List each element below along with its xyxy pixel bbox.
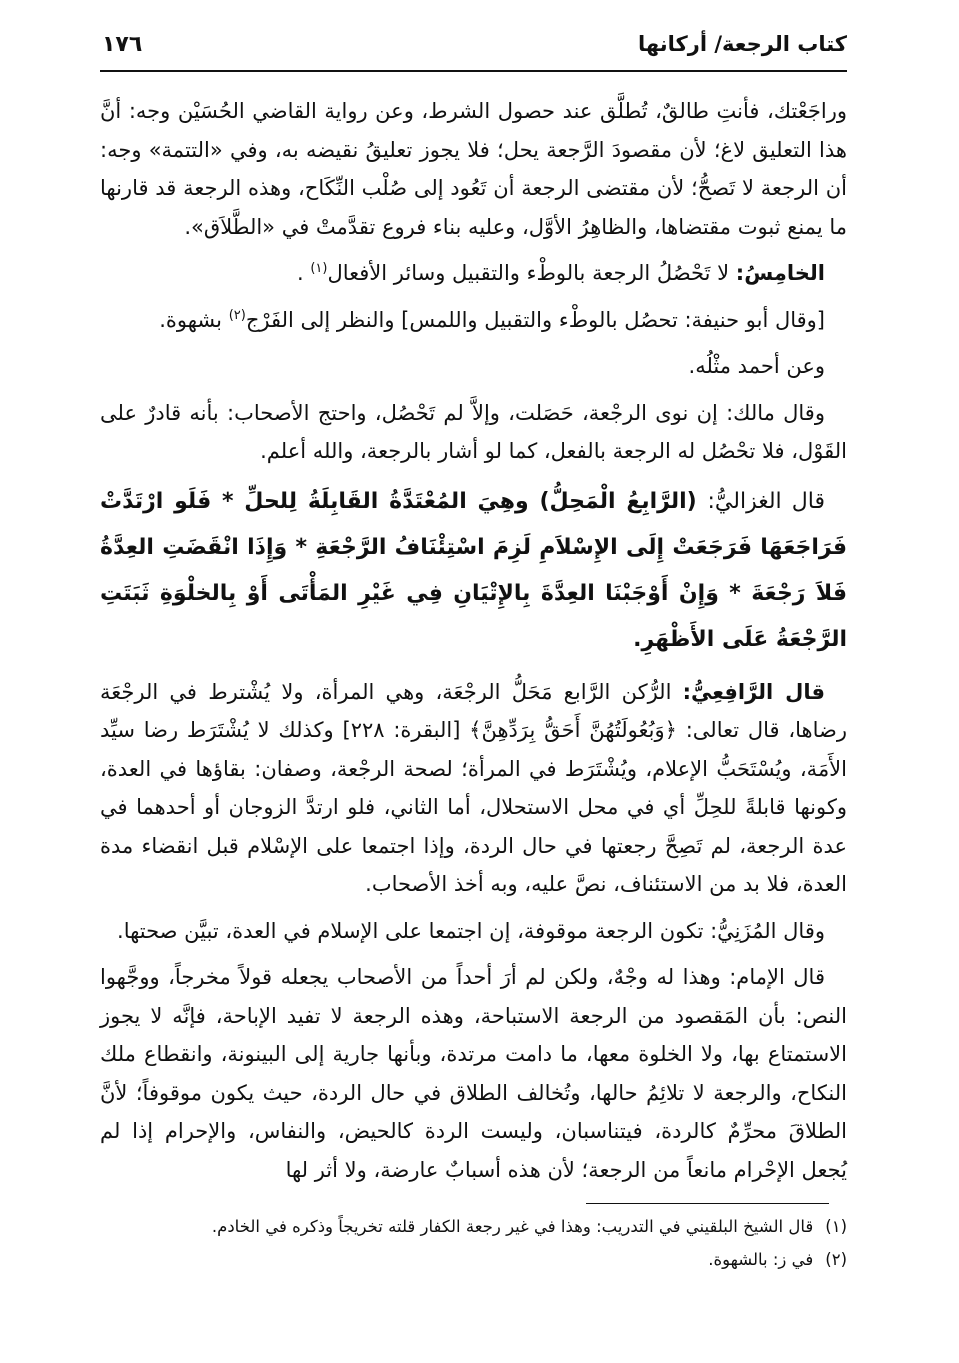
paragraph-abu-hanifa: [100, 301, 847, 340]
fifth-lead: الخامِسُ:: [735, 261, 825, 285]
footnote-divider: [586, 1203, 829, 1204]
footnote-2-number: (٢): [825, 1250, 847, 1269]
page-header: [100, 30, 847, 72]
footnote-1-number: (١): [825, 1217, 847, 1236]
hanifa-text: [وقال أبو حنيفة: تحصُل بالوطْء والتقبيل واللمس] والنظر إلى الفَرْج: [245, 307, 825, 332]
footnote-2-text: في ز: بالشهوة.: [708, 1250, 814, 1269]
footnote-1: [100, 1210, 847, 1243]
paragraph-imam: قال الإمام: وهذا له وجْهٌ، ولكن لم أرَ أحداً من الأصحاب يجعله قولاً مخرجاً، ووجَّهوا النص: بأن المَقصود من الرجعة الاستباحة، وهذه الرجعة لا تفيد الإباحة، فإنَّه لا يجوز الاستمتاع بها، ولا الخلوة معها، ما دامت مرتدة، وبأنها جارية إلى البينونة، وانقطاع ملك النكاح، والرجعة لا تلائِمُ حالها، وتُخالف الطلاق في حال الردة، حيث يكون موقوفاً؛ لأنَّ الطلاقَ محرِّمٌ كالردة، فيتناسبان، وليست الردة كالحيض، والنفاس، والإحرام إذا لم يُجعل الإحْرام مانعاً من الرجعة؛ لأن هذه أسبابٌ عارضة، ولا أثر لها: [100, 965, 847, 1182]
footnote-ref-1[interactable]: (١): [310, 261, 328, 276]
paragraph-malik: وقال مالك: إن نوى الرجْعة، حَصَلت، وإلاَّ لم تَحْصُل، واحتج الأصحاب: بأنه قادرٌ على القَوْل، فلا تحْصُل له الرجعة بالفعل، كما لو أشار بالرجعة، والله أعلم.: [100, 400, 847, 463]
running-title: كتاب الرجعة/ أركانها: [638, 32, 847, 56]
footnotes: [100, 1210, 847, 1276]
footnote-2: [100, 1243, 847, 1276]
rafii-text: الرُّكن الرَّابع مَحَلُّ الرجْعَة، وهي المرأة، ولا يُشْترط في الرجْعَة رضاها، قال تعالى: ﴿وَبُعُولَتُهُنَّ أَحَقُّ بِرَدِّهِنَّ﴾ [البقرة: ٢٢٨] وكذلك لا يُشْتَرَط رضا سيِّد الأَمَة، ويُسْتَحَبُّ الإعلام، ويُشْتَرَط في المرأة؛ لصحة الرجْعة، وصفان: بقاؤها في العدة، وكونها قابلةً للحِلِّ أي في محل الاستحلال، أما الثاني، فلو ارتدَّ الزوجان أو أحدهما في عدة الرجعة، لم تَصِحَّ رجعتها في حال الردة، وإذا اجتمعا على الإسْلام قبل انقضاء مدة العدة، فلا بد من الاستئناف، نصَّ عليه، وبه أخذ الأصحاب.: [100, 679, 847, 896]
hanifa-end: بشهوة.: [159, 307, 223, 332]
ghazali-text: (الرَّابِعُ الْمَحِلُّ) وهِيَ المُعْتَدَّةُ القَابِلَةُ لِلحلِّ * فَلَو ارْتَدَّتْ فَرَاجَعَهَا فَرَجَعَتْ إِلَى الإِسْلاَمِ لَزِمَ اسْتِئْنَافُ الرَّجْعَةِ * وَإِذَا انْقَضَتِ العِدَّةُ فَلاَ رَجْعَةَ * وَإِنْ أَوْجَبْنَا العِدَّةَ بِالإِتْيَانِ فِي غَيْرِ المَأْتَى أَوْ بِالخلْوَةِ ثَبَتَتِ الرَّجْعَةُ عَلَى الأَظْهَرِ.: [100, 488, 847, 652]
page-number: ١٧٦: [102, 32, 143, 57]
paragraph-ahmad: وعن أحمد مثْلُه.: [688, 354, 825, 378]
footnote-1-text: قال الشيخ البلقيني في التدريب: وهذا في غير رجعة الكفار قلته تخريجاً وذكره في الخادم.: [211, 1217, 814, 1236]
footnote-ref-2[interactable]: (٢): [228, 307, 246, 323]
rafii-lead: قال الرَّافِعِيُّ:: [682, 679, 825, 704]
paragraph-fifth: [100, 254, 847, 293]
ghazali-lead: قال الغزاليُّ:: [707, 488, 825, 514]
paragraph-ghazali: [100, 479, 847, 663]
main-text: [100, 92, 847, 1197]
fifth-text: لا تَحْصُلُ الرجعة بالوطْء والتقبيل وسائر الأفعال: [327, 261, 730, 285]
paragraph-rafii: [100, 673, 847, 904]
fifth-end: .: [296, 261, 304, 285]
paragraph-continuation: وراجَعْتك، فأنتِ طالقٌ، تُطلَّق عند حصول الشرط، وعن رواية القاضي الحُسَيْن وجه: أنَّ هذا التعليق لاغ؛ لأن مقصودَ الرَّجعة يحل؛ فلا يجوز تعليقُ نقيضه به، وفي «التتمة» وجه: أن الرجعة لا تَصحُّ؛ لأن مقتضى الرجعة أن تَعُود إلى صُلْب النِّكَاح، وهذه الرجعة قد قارنها ما يمنع ثبوت مقتضاها، والظاهِرُ الأوَّل، وعليه بناء فروع تقدَّمتْ في «الطَّلاَق».: [100, 99, 847, 239]
paragraph-muzani: وقال المُزَنِيُّ: تكون الرجعة موقوفة، إن اجتمعا على الإسلام في العدة، تبيَّن صحتها.: [117, 918, 825, 943]
